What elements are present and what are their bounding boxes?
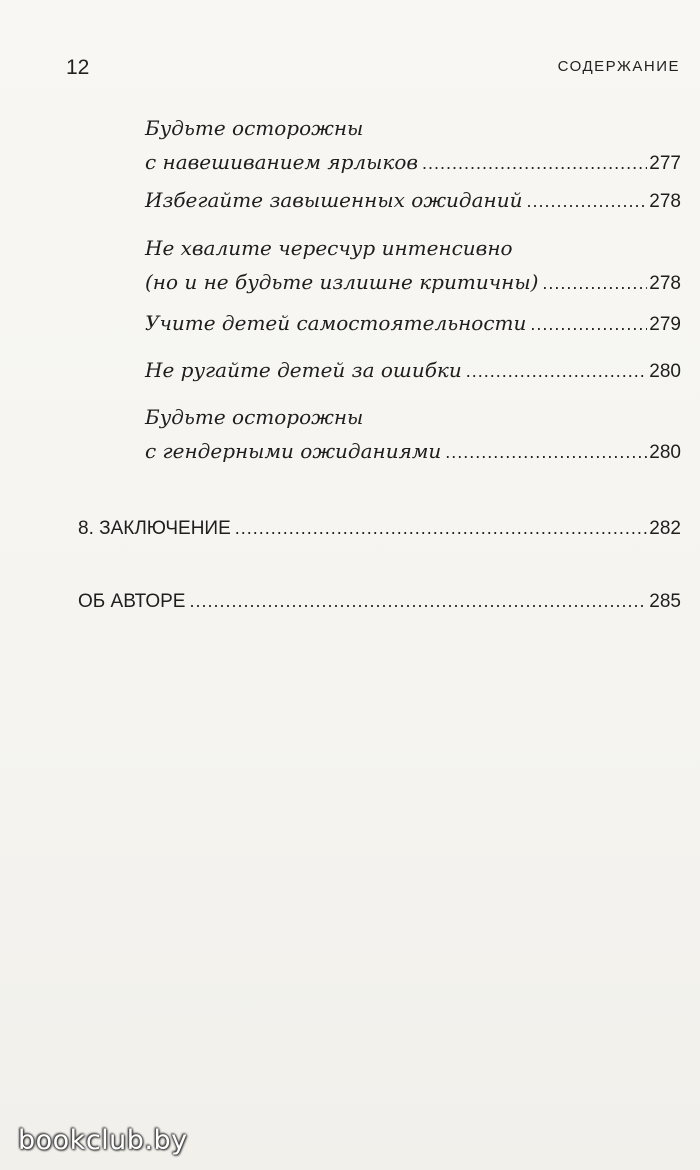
toc-page-number: 280 <box>649 361 681 382</box>
leader-dots <box>235 511 648 545</box>
toc-entry <box>0 231 700 301</box>
toc-entry <box>0 111 700 181</box>
toc-chapter-line <box>0 511 700 546</box>
toc-entry-line <box>0 265 700 301</box>
toc-entry <box>0 183 700 219</box>
toc-entry-line <box>0 145 700 181</box>
toc-chapter-conclusion <box>0 511 700 546</box>
leader-dots <box>445 435 647 469</box>
page-number: 12 <box>66 56 90 79</box>
toc-entry-line <box>0 400 700 434</box>
toc-page-number: 279 <box>649 314 681 335</box>
toc-chapter-line <box>0 584 700 619</box>
toc-chapter-title: 8. ЗАКЛЮЧЕНИЕ <box>78 518 231 539</box>
toc-entry <box>0 306 700 342</box>
toc-entry <box>0 400 700 470</box>
toc-page-number: 278 <box>649 273 681 294</box>
toc-entry-line <box>0 353 700 389</box>
toc-page-number: 280 <box>649 442 681 463</box>
toc-chapter-about-author <box>0 584 700 619</box>
toc-entry-title-line-1: Не хвалите чересчур интенсивно <box>145 236 513 260</box>
toc-page-number: 278 <box>649 191 681 212</box>
toc-entry <box>0 353 700 389</box>
toc-entry-title-line-1: Будьте осторожны <box>145 405 364 429</box>
running-head: СОДЕРЖАНИЕ <box>557 58 680 75</box>
watermark: bookclub.by <box>18 1125 188 1156</box>
toc-entry-line <box>0 111 700 145</box>
leader-dots <box>530 307 647 341</box>
toc-entry-title-line-2: с навешиванием ярлыков <box>145 150 419 174</box>
toc-page-number: 282 <box>649 518 681 539</box>
toc-entry-title-line-1: Будьте осторожны <box>145 116 364 140</box>
toc-entry-title-line-2: с гендерными ожиданиями <box>145 439 442 463</box>
toc-entry-title: Избегайте завышенных ожиданий <box>145 188 523 212</box>
toc-chapter-title: ОБ АВТОРЕ <box>78 591 186 612</box>
toc-entry-line <box>0 434 700 470</box>
leader-dots <box>422 146 647 180</box>
toc-page-number: 285 <box>649 591 681 612</box>
toc-entry-title: Учите детей самостоятельности <box>145 311 527 335</box>
toc-entry-line <box>0 306 700 342</box>
leader-dots <box>542 266 647 300</box>
leader-dots <box>189 584 647 618</box>
toc-entry-line <box>0 183 700 219</box>
toc-page-number: 277 <box>649 153 681 174</box>
leader-dots <box>526 184 647 218</box>
leader-dots <box>466 354 648 388</box>
toc-entry-title: Не ругайте детей за ошибки <box>145 358 462 382</box>
toc-entry-title-line-2: (но и не будьте излишне критичны) <box>145 270 539 294</box>
toc-entry-line <box>0 231 700 265</box>
page-header <box>66 56 680 86</box>
